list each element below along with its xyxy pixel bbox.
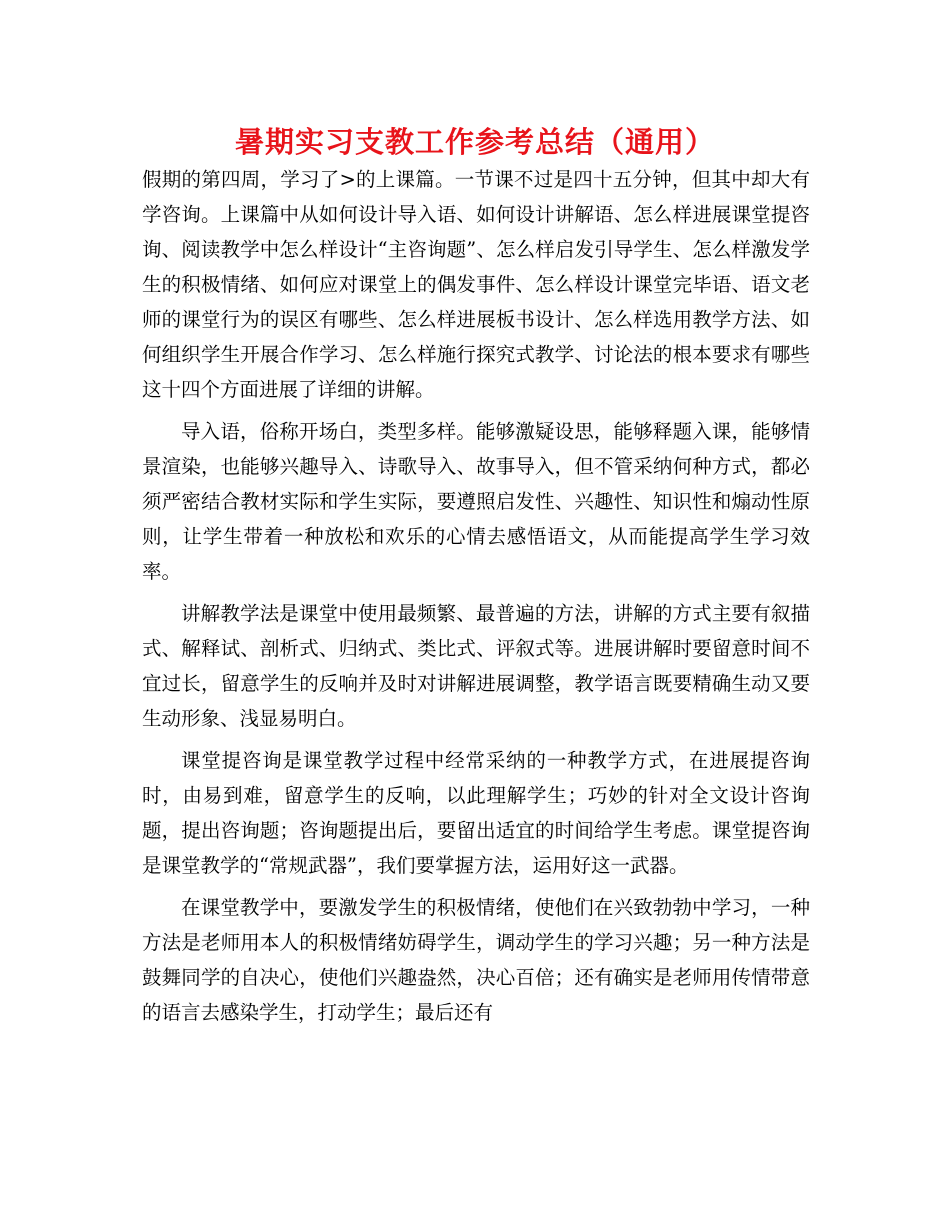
document-body [142, 162, 810, 1037]
paragraph-2: 导入语，俗称开场白，类型多样。能够激疑设思，能够释题入课，能够情景渲染，也能够兴趣导入、诗歌导入、故事导入，但不管采纳何种方式，都必须严密结合教材实际和学生实际，要遵照启发性、兴趣性、知识性和煽动性原则，让学生带着一种放松和欢乐的心情去感悟语文，从而能提高学生学习效率。 [142, 420, 810, 583]
paragraph-3: 讲解教学法是课堂中使用最频繁、最普遍的方法，讲解的方式主要有叙描式、解释试、剖析式、归纳式、类比式、评叙式等。进展讲解时要留意时间不宜过长，留意学生的反响并及时对讲解进展调整，教学语言既要精确生动又要生动形象、浅显易明白。 [142, 602, 810, 730]
document-title: 暑期实习支教工作参考总结（通用） [234, 125, 715, 159]
paragraph-4: 课堂提咨询是课堂教学过程中经常采纳的一种教学方式，在进展提咨询时，由易到难，留意学生的反响，以此理解学生；巧妙的针对全文设计咨询题，提出咨询题；咨询题提出后，要留出适宜的时间给学生考虑。课堂提咨询是课堂教学的“常规武器”，我们要掌握方法，运用好这一武器。 [142, 749, 810, 877]
paragraph-5: 在课堂教学中，要激发学生的积极情绪，使他们在兴致勃勃中学习，一种方法是老师用本人的积极情绪妨碍学生，调动学生的学习兴趣；另一种方法是鼓舞同学的自决心，使他们兴趣盎然，决心百倍；还有确实是老师用传情带意的语言去感染学生，打动学生；最后还有 [142, 896, 810, 1024]
paragraph-1: 假期的第四周，学习了>的上课篇。一节课不过是四十五分钟，但其中却大有学咨询。上课篇中从如何设计导入语、如何设计讲解语、怎么样进展课堂提咨询、阅读教学中怎么样设计“主咨询题”、怎么样启发引导学生、怎么样激发学生的积极情绪、如何应对课堂上的偶发事件、怎么样设计课堂完毕语、语文老师的课堂行为的误区有哪些、怎么样进展板书设计、怎么样选用教学方法、如何组织学生开展合作学习、怎么样施行探究式教学、讨论法的根本要求有哪些这十四个方面进展了详细的讲解。 [142, 168, 810, 401]
